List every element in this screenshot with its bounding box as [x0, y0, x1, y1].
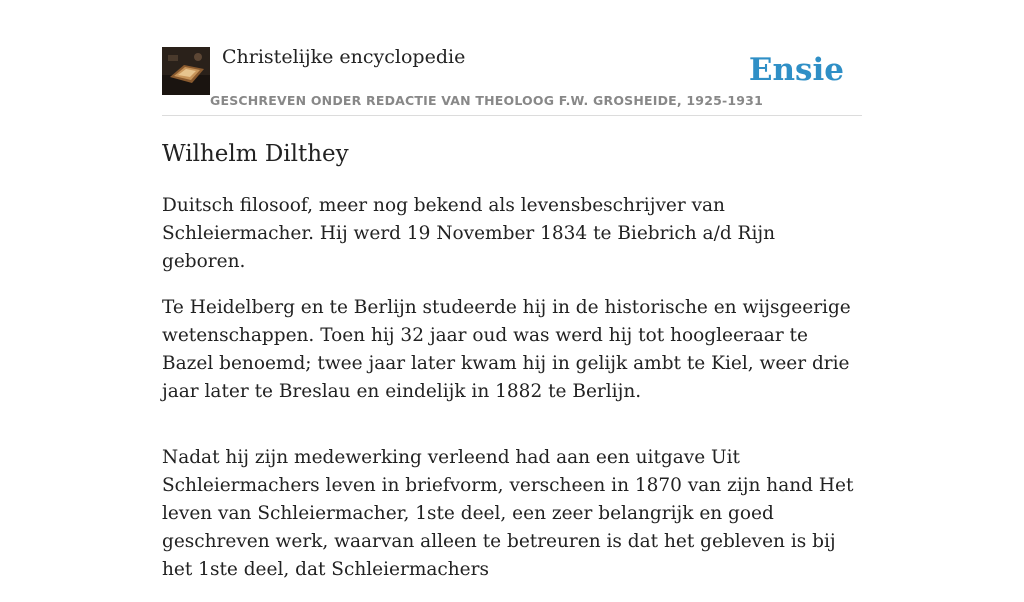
avatar[interactable]	[162, 47, 210, 95]
article-title: Wilhelm Dilthey	[162, 141, 349, 167]
article-paragraph-3: Nadat hij zijn medewerking verleend had aan een uitgave Uit Schleiermachers leven in briefvorm, verscheen in 1870 van zijn hand Het leven van Schleiermacher, 1ste deel, een zeer belangrijk en goed geschreven werk, waarvan alleen te betreuren is dat het gebleven is bij het 1ste deel, dat Schleiermachers	[162, 447, 854, 580]
site-subtitle: GESCHREVEN ONDER REDACTIE VAN THEOLOOG F.W. GROSHEIDE, 1925-1931	[210, 93, 763, 108]
brand-logo[interactable]: Ensie	[748, 52, 844, 88]
article	[162, 138, 862, 602]
article-paragraph-2: Te Heidelberg en te Berlijn studeerde hij in de historische en wijsgeerige wetenschappen. Toen hij 32 jaar oud was werd hij tot hoogleeraar te Bazel benoemd; twee jaar later kwam hij in gelijk ambt te Kiel, weer drie jaar later te Breslau en eindelijk in 1882 te Berlijn.	[162, 297, 851, 402]
site-title[interactable]: Christelijke encyclopedie	[222, 46, 466, 68]
article-paragraph-1: Duitsch filosoof, meer nog bekend als levensbeschrijver van Schleiermacher. Hij werd 19 November 1834 te Biebrich a/d Rijn geboren.	[162, 195, 776, 272]
book-photo-icon	[162, 47, 210, 95]
site-header	[162, 44, 862, 116]
